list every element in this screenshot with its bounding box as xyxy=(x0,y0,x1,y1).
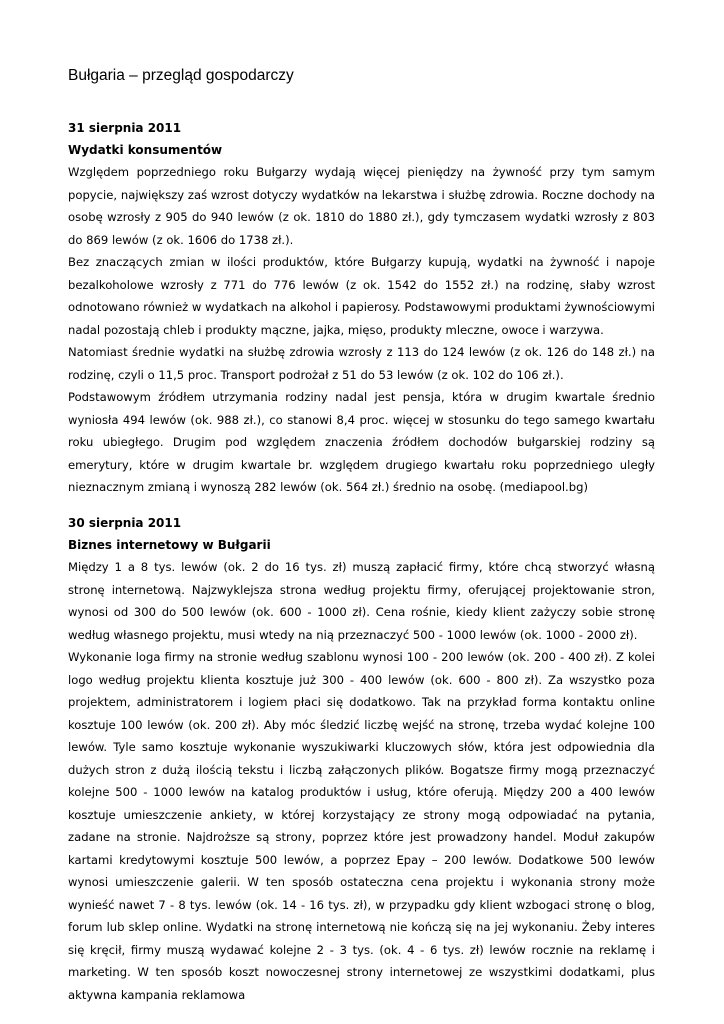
article-paragraph: Bez znaczących zmian w ilości produktów, które Bułgarzy kupują, wydatki na żywność i napoje bezalkoholowe wzrosły z 771 do 776 lewów (z ok. 1542 do 1552 zł.) na rodzinę, słaby wzrost odnotowano również w wydatkach na alkohol i papierosy. Podstawowymi produktami żywnościowymi nadal pozostają chleb i produkty mączne, jajka, mięso, produkty mleczne, owoce i warzywa. xyxy=(68,255,655,337)
article-paragraph: Między 1 a 8 tys. lewów (ok. 2 do 16 tys. zł) muszą zapłacić firmy, które chcą stworzyć własną stronę internetową. Najzwyklejsza strona według projektu firmy, oferującej projektowanie stron, wynosi od 300 do 500 lewów (ok. 600 - 1000 zł). Cena rośnie, kiedy klient zażyczy sobie stronę według własnego projektu, musi wtedy na nią przeznaczyć 500 - 1000 lewów (ok. 1000 - 2000 zł). xyxy=(68,560,655,642)
article-heading: Wydatki konsumentów xyxy=(68,143,223,157)
article-paragraph: Wykonanie loga firmy na stronie według szablonu wynosi 100 - 200 lewów (ok. 200 - 400 zł). Z kolei logo według projektu klienta kosztuje już 300 - 400 lewów (ok. 600 - 800 zł). Za wszystko poza projektem, administratorem i logiem płaci się dodatkowo. Tak na przykład forma kontaktu online kosztuje 100 lewów (ok. 200 zł). Aby móc śledzić liczbę wejść na stronę, trzeba wydać kolejne 100 lewów. Tyle samo kosztuje wykonanie wyszukiwarki kluczowych słów, która jest odpowiednia dla dużych stron z dużą ilością tekstu i liczbą załączonych plików. Bogatsze firmy mogą przeznaczyć kolejne 500 - 1000 lewów na katalog produktów i usług, które oferują. Między 200 a 400 lewów kosztuje umieszczenie ankiety, w której korzystający ze strony mogą odpowiadać na pytania, zadane na stronie. Najdroższe są strony, poprzez które jest prowadzony handel. Moduł zakupów kartami kredytowymi kosztuje 500 lewów, a poprzez Epay – 200 lewów. Dodatkowe 500 lewów wynosi umieszczenie galerii. W ten sposób ostateczna cena projektu i wykonania strony może wynieść nawet 7 - 8 tys. lewów (ok. 14 - 16 tys. zł), w przypadku gdy klient wzbogaci stronę o blog, forum lub sklep online. Wydatki na stronę internetową nie kończą się na jej wykonaniu. Żeby interes się kręcił, firmy muszą wydawać kolejne 2 - 3 tys. (ok. 4 - 6 tys. zł) lewów rocznie na reklamę i marketing. W ten sposób koszt nowoczesnej strony internetowej ze wszystkimi dodatkami, plus aktywna kampania reklamowa xyxy=(68,650,655,1002)
article-paragraph: Natomiast średnie wydatki na służbę zdrowia wzrosły z 113 do 124 lewów (z ok. 126 do 148 zł.) na rodzinę, czyli o 11,5 proc. Transport podrożał z 51 do 53 lewów (z ok. 102 do 106 zł.). xyxy=(68,345,655,382)
article-date: 31 sierpnia 2011 xyxy=(68,121,182,135)
article-date: 30 sierpnia 2011 xyxy=(68,516,182,530)
article-paragraph: Względem poprzedniego roku Bułgarzy wydają więcej pieniędzy na żywność przy tym samym popycie, największy zaś wzrost dotyczy wydatków na lekarstwa i służbę zdrowia. Roczne dochody na osobę wzrosły z 905 do 940 lewów (z ok. 1810 do 1880 zł.), gdy tymczasem wydatki wzrosły z 803 do 869 lewów (z ok. 1606 do 1738 zł.). xyxy=(68,165,655,247)
article-internet-business xyxy=(68,512,655,1006)
document-title: Bułgaria – przegląd gospodarczy xyxy=(68,67,294,84)
article-paragraph: Podstawowym źródłem utrzymania rodziny nadal jest pensja, która w drugim kwartale średnio wyniosła 494 lewów (ok. 988 zł.), co stanowi 8,4 proc. więcej w stosunku do tego samego kwartału roku ubiegłego. Drugim pod względem znaczenia źródłem dochodów bułgarskiej rodziny są emerytury, które w drugim kwartale br. względem drugiego kwartału roku poprzedniego uległy nieznacznym zmianą i wynoszą 282 lewów (ok. 564 zł.) średnio na osobę. (mediapool.bg) xyxy=(68,390,655,494)
article-heading: Biznes internetowy w Bułgarii xyxy=(68,538,271,552)
article-consumer-spending xyxy=(68,117,655,499)
